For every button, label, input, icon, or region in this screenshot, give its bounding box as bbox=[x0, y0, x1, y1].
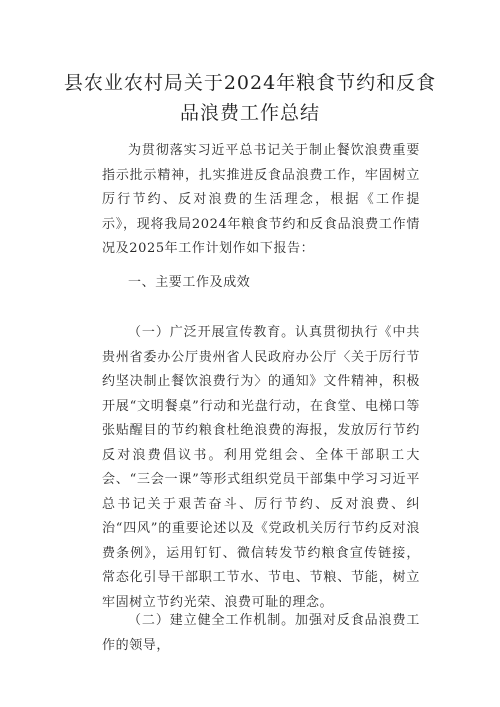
paragraph-item-2: （二）建立健全工作机制。加强对反食品浪费工作的领导， bbox=[102, 613, 420, 653]
document-title bbox=[60, 68, 440, 128]
intro-paragraph: 为贯彻落实习近平总书记关于制止餐饮浪费重要指示批示精神，扎实推进反食品浪费工作，牢固树立厉行节约、反对浪费的生活理念，根据《工作提示》，现将我局2024年粮食节约和反食品浪费工作情况及2025年工作计划作如下报告： bbox=[102, 143, 420, 256]
title-line-2: 品浪费工作总结 bbox=[179, 102, 320, 124]
paragraph-item-1: （一）广泛开展宣传教育。认真贯彻执行《中共贵州省委办公厅贵州省人民政府办公厅〈关于厉行节约坚决制止餐饮浪费行为〉的通知》文件精神，积极开展“文明餐桌”行动和光盘行动，在食堂、电梯口等张贴醒目的节约粮食杜绝浪费的海报，发放厉行节约反对浪费倡议书。利用党组会、全体干部职工大会、“三会一课”等形式组织党员干部集中学习习近平总书记关于艰苦奋斗、厉行节约、反对浪费、纠治“四风”的重要论述以及《党政机关厉行节约反对浪费条例》，运用钉钉、微信转发节约粮食宣传链接，常态化引导干部职工节水、节电、节粮、节能，树立牢固树立节约光荣、浪费可耻的理念。 bbox=[102, 325, 420, 610]
title-line-1: 县农业农村局关于2024年粮食节约和反食 bbox=[63, 72, 437, 94]
section-heading-1: 一、主要工作及成效 bbox=[128, 275, 251, 290]
